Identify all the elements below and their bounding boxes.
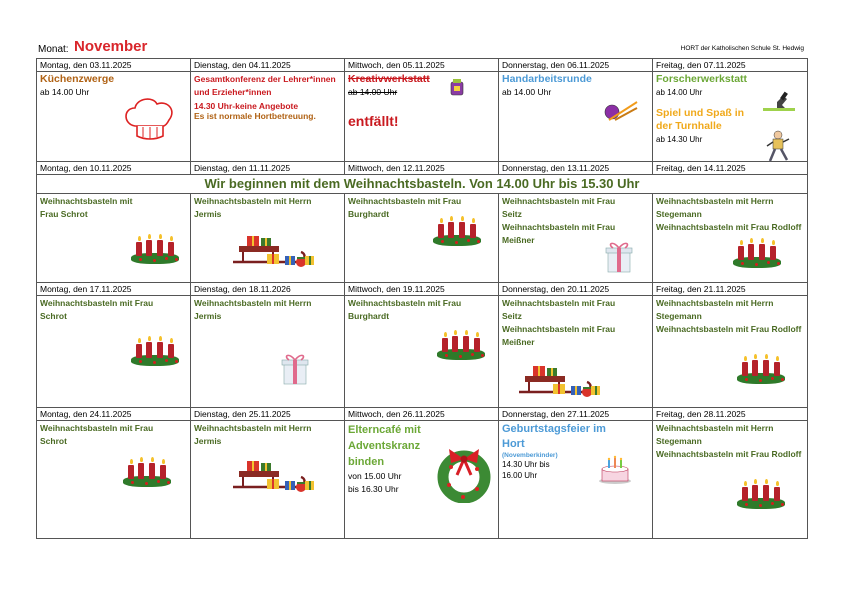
activity-cell [499,421,653,539]
sled-gifts-icon [231,457,315,495]
activity-text: Weihnachtsbasteln mit Frau Seitz [502,196,616,219]
activity-text: Weihnachtsbasteln mit Herrn Stegemann [656,196,774,219]
activity-time: ab 14.00 Uhr [40,87,90,97]
activity-subtitle: (Novemberkinder) [502,452,558,459]
activity-cell [653,72,808,162]
activity-cell [653,421,808,539]
activity-time: ab 14.00 Uhr [502,87,552,97]
activity-cell [37,194,191,283]
activity-note-2: Es ist normale Hortbetreuung. [194,111,316,121]
activity-cell [191,421,345,539]
date-cell: Donnerstag, den 06.11.2025 [499,59,653,72]
date-cell: Donnerstag, den 13.11.2025 [499,162,653,175]
activity-time: ab 14.00 Uhr [656,88,703,97]
activity-title: Gesamtkonferenz der Lehrer*innen und Erzieher*innen [194,74,336,97]
activity-cell [499,194,653,283]
date-row-week4 [37,408,808,421]
activity-cell [191,194,345,283]
christmas-wreath-icon [437,443,491,503]
activity-cell [499,296,653,408]
date-cell: Dienstag, den 11.11.2025 [191,162,345,175]
activity-text: Weihnachtsbasteln mit Herrn Jermis [194,298,312,321]
activity-row-week4 [37,421,808,539]
activity-title-2: Spiel und Spaß in der Turnhalle [656,107,745,132]
chef-hat-icon [121,96,177,142]
activity-cell [345,72,499,162]
date-cell: Montag, den 10.11.2025 [37,162,191,175]
running-child-icon [765,130,791,164]
activity-row-week1 [37,72,808,162]
activity-cell [653,296,808,408]
advent-wreath-icon [131,332,179,366]
activity-cell [345,421,499,539]
advent-wreath-icon [433,212,481,246]
activity-title: Handarbeitsrunde [502,73,592,85]
activity-title: Elterncafé mit Adventskranz binden [348,424,421,468]
cancel-note: entfällt! [348,113,399,129]
date-cell: Montag, den 03.11.2025 [37,59,191,72]
activity-note: 14.30 Uhr-keine Angebote [194,101,299,111]
sled-gifts-icon [231,232,315,270]
activity-text: Weihnachtsbasteln mit Frau Schrot [40,423,154,446]
activity-cell [653,194,808,283]
activity-cell [37,421,191,539]
date-cell: Dienstag, den 25.11.2025 [191,408,345,421]
activity-time: von 15.00 Uhr [348,471,402,481]
gift-box-icon [605,238,633,274]
activity-row-week2 [37,194,808,283]
advent-wreath-icon [437,326,485,360]
activity-cell [191,296,345,408]
date-cell: Mittwoch, den 19.11.2025 [345,283,499,296]
activity-time: ab 14.00 Uhr [348,87,398,97]
activity-title: Forscherwerkstatt [656,73,748,85]
activity-time-2: bis 16.30 Uhr [348,484,399,494]
date-cell: Dienstag, den 04.11.2025 [191,59,345,72]
activity-text: Weihnachtsbasteln mit Frau Meißner [502,222,616,245]
date-cell: Dienstag, den 18.11.2026 [191,283,345,296]
activity-text: Weihnachtsbasteln mit Frau Rodloff [656,449,802,459]
activity-text: Weihnachtsbasteln mit Frau Burghardt [348,196,462,219]
yarn-needles-icon [603,98,639,122]
date-cell: Mittwoch, den 26.11.2025 [345,408,499,421]
activity-cell [345,296,499,408]
activity-text: Weihnachtsbasteln mit Frau Meißner [502,324,616,347]
date-cell: Mittwoch, den 12.11.2025 [345,162,499,175]
activity-cell [37,72,191,162]
birthday-cake-icon [597,455,633,485]
activity-row-week3 [37,296,808,408]
activity-cell [37,296,191,408]
advent-wreath-icon [737,475,785,509]
date-cell: Mittwoch, den 05.11.2025 [345,59,499,72]
school-name: HORT der Katholischen Schule St. Hedwig [680,45,804,52]
date-cell: Freitag, den 28.11.2025 [653,408,808,421]
activity-text: Weihnachtsbasteln mit Herrn Stegemann [656,298,774,321]
activity-text: Weihnachtsbasteln mit Herrn Stegemann [656,423,774,446]
schedule-table [36,58,808,539]
activity-title: Geburtstagsfeier im Hort [502,423,606,450]
activity-text: Weihnachtsbasteln mit Frau Schrot [40,196,133,219]
banner-text: Wir beginnen mit dem Weihnachtsbasteln. Von 14.00 Uhr bis 15.30 Uhr [37,175,808,194]
activity-text: Weihnachtsbasteln mit Frau Burghardt [348,298,462,321]
activity-cell [499,72,653,162]
activity-title: Küchenzwerge [40,73,115,85]
activity-cell [191,72,345,162]
activity-time-2: 16.00 Uhr [502,471,538,480]
advent-wreath-icon [737,350,785,384]
date-row-week1 [37,59,808,72]
advent-wreath-icon [733,234,781,268]
date-row-week3 [37,283,808,296]
glue-jar-icon [449,78,465,96]
advent-wreath-icon [131,230,179,264]
activity-text: Weihnachtsbasteln mit Frau Seitz [502,298,616,321]
month-label: Monat: [38,44,69,55]
activity-time: 14.30 Uhr bis [502,460,550,469]
microscope-icon [763,90,795,112]
sled-gifts-icon [517,362,601,400]
date-row-week2 [37,162,808,175]
gift-box-icon [281,350,309,386]
date-cell: Donnerstag, den 27.11.2025 [499,408,653,421]
activity-cell [345,194,499,283]
date-cell: Freitag, den 07.11.2025 [653,59,808,72]
date-cell: Montag, den 24.11.2025 [37,408,191,421]
month-value: November [74,38,148,55]
activity-text: Weihnachtsbasteln mit Herrn Jermis [194,196,312,219]
date-cell: Freitag, den 14.11.2025 [653,162,808,175]
date-cell: Freitag, den 21.11.2025 [653,283,808,296]
date-cell: Montag, den 17.11.2025 [37,283,191,296]
banner-row [37,175,808,194]
activity-text: Weihnachtsbasteln mit Herrn Jermis [194,423,312,446]
activity-text: Weihnachtsbasteln mit Frau Schrot [40,298,154,321]
advent-wreath-icon [123,453,171,487]
activity-text: Weihnachtsbasteln mit Frau Rodloff [656,222,802,232]
activity-title: Kreativwerkstatt [348,73,430,85]
activity-text: Weihnachtsbasteln mit Frau Rodloff [656,324,802,334]
activity-time-2: ab 14.30 Uhr [656,135,703,144]
date-cell: Donnerstag, den 20.11.2025 [499,283,653,296]
page-header [38,40,804,58]
